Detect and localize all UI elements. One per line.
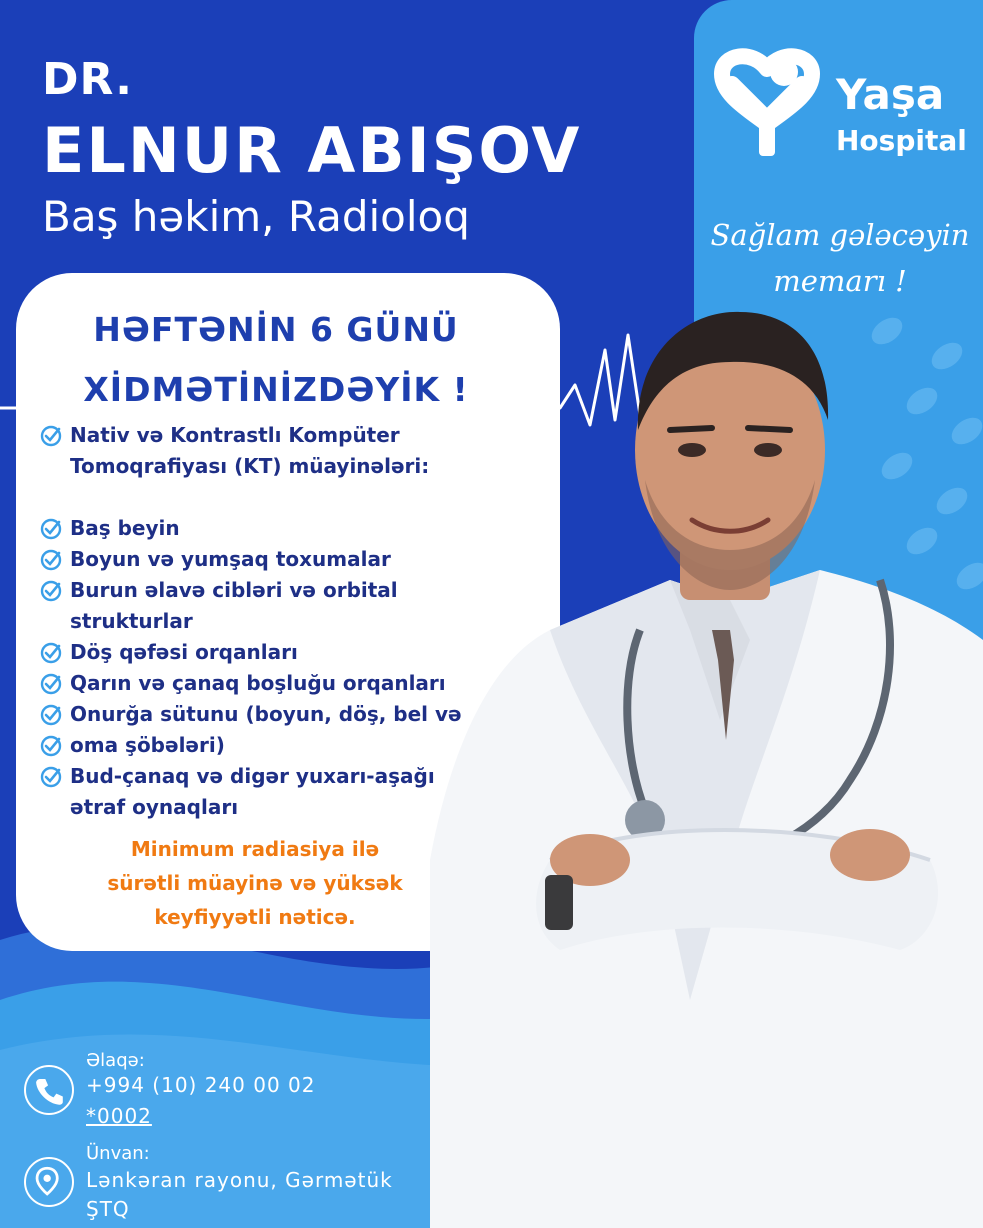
check-circle-icon	[40, 580, 62, 602]
note-line1: Minimum radiasiya ilə	[130, 837, 380, 861]
check-circle-icon	[40, 642, 62, 664]
headline-line1: HƏFTƏNİN 6 GÜNÜ	[93, 310, 459, 349]
headline-line2: XİDMƏTİNİZDƏYİK !	[83, 370, 469, 409]
check-circle-icon	[40, 518, 62, 540]
list-item-label: Baş beyin	[70, 516, 180, 540]
list-item-label: Döş qəfəsi orqanları	[70, 640, 298, 664]
list-item-label: ətraf oynaqları	[70, 795, 239, 819]
address-label: Ünvan:	[86, 1143, 150, 1164]
doctor-photo	[430, 300, 983, 1228]
slogan-line2: memarı !	[773, 264, 907, 298]
note-line3: keyfiyyətli nəticə.	[154, 905, 356, 929]
doctor-prefix: DR.	[42, 54, 133, 105]
list-item-label: strukturlar	[70, 609, 193, 633]
slogan	[700, 212, 980, 304]
check-circle-icon	[40, 425, 62, 447]
brand-subtitle: Hospital	[836, 124, 967, 157]
doctor-name: ELNUR ABIŞOV	[42, 114, 582, 187]
note-line2: sürətli müayinə və yüksək	[107, 871, 403, 895]
short-number[interactable]: *0002	[86, 1104, 152, 1128]
check-circle-icon	[40, 673, 62, 695]
list-item-label: Qarın və çanaq boşluğu orqanları	[70, 671, 446, 695]
list-item-label: Burun əlavə cibləri və orbital	[70, 578, 398, 602]
phone-number[interactable]: +994 (10) 240 00 02	[86, 1073, 316, 1097]
doctor-role: Baş həkim, Radioloq	[42, 192, 470, 241]
phone-label: Əlaqə:	[86, 1050, 145, 1071]
check-circle-icon	[40, 549, 62, 571]
address-line1: Lənkəran rayonu, Gərmətük	[86, 1168, 393, 1192]
check-circle-icon	[40, 766, 62, 788]
slogan-line1: Sağlam gələcəyin	[710, 218, 970, 252]
phone-icon	[24, 1065, 74, 1115]
list-item-label: Nativ və Kontrastlı Kompüter	[70, 423, 400, 447]
address-line2: ŞTQ	[86, 1197, 130, 1221]
highlight-note	[60, 832, 450, 934]
list-item-label: oma şöbələri)	[70, 733, 225, 757]
check-circle-icon	[40, 735, 62, 757]
list-item-label: Bud-çanaq və digər yuxarı-aşağı	[70, 764, 435, 788]
list-item-label: Tomoqrafiyası (KT) müayinələri:	[70, 454, 430, 478]
check-circle-icon	[40, 704, 62, 726]
location-pin-icon	[24, 1157, 74, 1207]
list-item-label: Boyun və yumşaq toxumalar	[70, 547, 391, 571]
brand-name: Yaşa	[836, 70, 945, 119]
list-item-label: Onurğa sütunu (boyun, döş, bel və	[70, 702, 462, 726]
